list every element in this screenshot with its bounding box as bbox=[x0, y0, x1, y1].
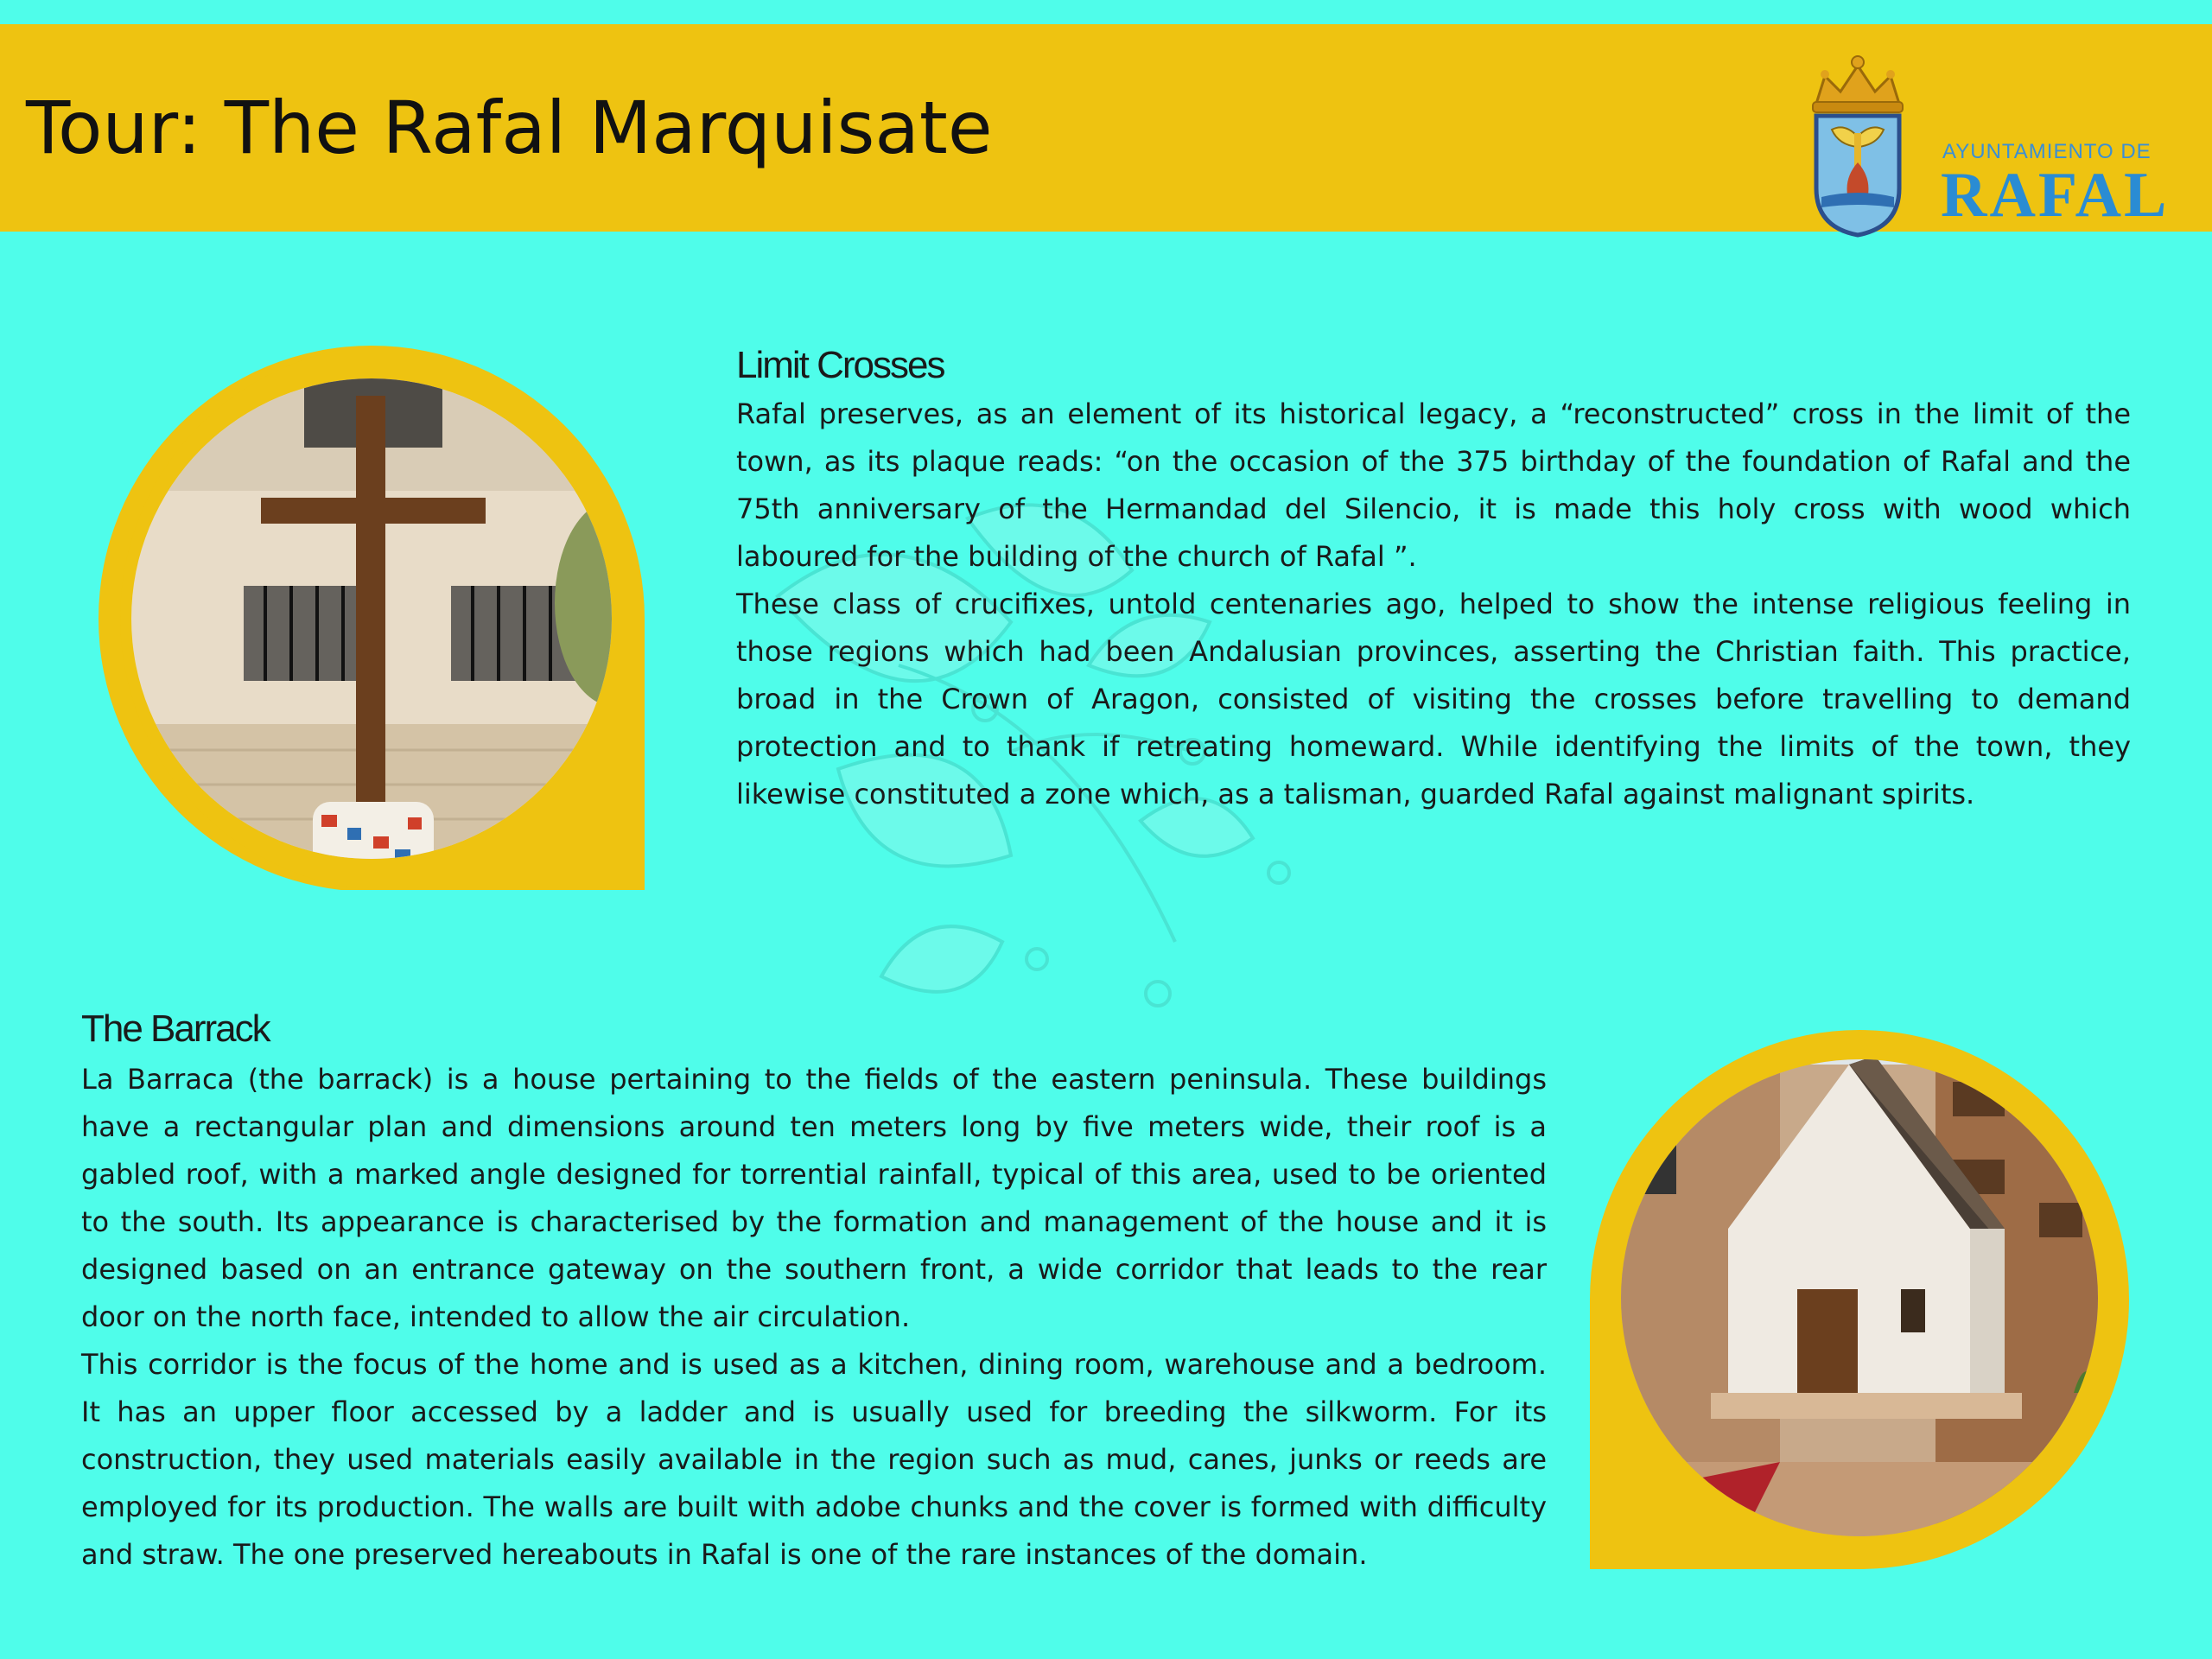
text-line: protection and to thank if retreating homeward. While identifying the limits of the town, they bbox=[736, 730, 2131, 763]
text-line: bedroom. It has an upper floor accessed by a ladder and is usually used for breeding the silkworm. bbox=[81, 1348, 1548, 1428]
logo-subtitle: AYUNTAMIENTO DE bbox=[1942, 140, 2152, 163]
text-line: This corridor is the focus of the home and is used as a kitchen, dining room, warehouse and a bbox=[81, 1348, 1405, 1381]
limit-crosses-heading: Limit Crosses bbox=[736, 344, 944, 386]
text-line: reeds are employed for its production. The walls are built with adobe chunks and the cover is formed bbox=[81, 1443, 1548, 1523]
text-line: and it is designed based on an entrance gateway on the southern front, a wide corridor that leads to bbox=[81, 1205, 1548, 1286]
text-line: those regions which had been Andalusian provinces, asserting the Christian faith. This practice, bbox=[736, 635, 2131, 668]
text-line: laboured for the building of the church of Rafal ”. bbox=[736, 540, 1417, 573]
limit-crosses-text bbox=[736, 391, 2131, 818]
text-line: town, as its plaque reads: “on the occasion of the 375 birthday of the foundation of Rafal and the bbox=[736, 445, 2131, 478]
logo-name: RAFAL bbox=[1941, 160, 2170, 231]
text-line: broad in the Crown of Aragon, consisted of visiting the crosses before travelling to demand bbox=[736, 683, 2131, 715]
text-line: with difficulty and straw. The one preserved hereabouts in Rafal is one of the rare instances of the bbox=[81, 1491, 1548, 1571]
text-line: For its construction, they used materials easily available in the region such as mud, canes, junks or bbox=[81, 1395, 1548, 1476]
text-line: likewise constituted a zone which, as a talisman, guarded Rafal against malignant spirits. bbox=[736, 778, 1975, 810]
page-title: Tour: The Rafal Marquisate bbox=[26, 86, 993, 170]
text-line: domain. bbox=[1255, 1538, 1368, 1571]
barrack-photo bbox=[1590, 1030, 2134, 1571]
coat-of-arms-icon bbox=[1797, 50, 1918, 240]
barrack-text bbox=[81, 1056, 1547, 1579]
barrack-heading: The Barrack bbox=[81, 1007, 270, 1050]
text-line: oriented to the south. Its appearance is characterised by the formation and management of the house bbox=[81, 1158, 1548, 1238]
text-line: have a rectangular plan and dimensions around ten meters long by five meters wide, their roof is a bbox=[81, 1110, 1547, 1143]
ayuntamiento-logo bbox=[1797, 50, 2195, 249]
title-banner bbox=[0, 24, 2212, 232]
text-line: Rafal preserves, as an element of its historical legacy, a “reconstructed” cross in the limit of the bbox=[736, 397, 2131, 430]
text-line: These class of crucifixes, untold centenaries ago, helped to show the intense religious feeling in bbox=[736, 588, 2131, 620]
text-line: the rear door on the north face, intended to allow the air circulation. bbox=[81, 1253, 1548, 1333]
text-line: gabled roof, with a marked angle designed for torrential rainfall, typical of this area, used to be bbox=[81, 1158, 1421, 1191]
cross-photo bbox=[97, 344, 646, 890]
text-line: La Barraca (the barrack) is a house pertaining to the fields of the eastern peninsula. These buildings bbox=[81, 1063, 1547, 1096]
text-line: 75th anniversary of the Hermandad del Silencio, it is made this holy cross with wood which bbox=[736, 493, 2131, 525]
